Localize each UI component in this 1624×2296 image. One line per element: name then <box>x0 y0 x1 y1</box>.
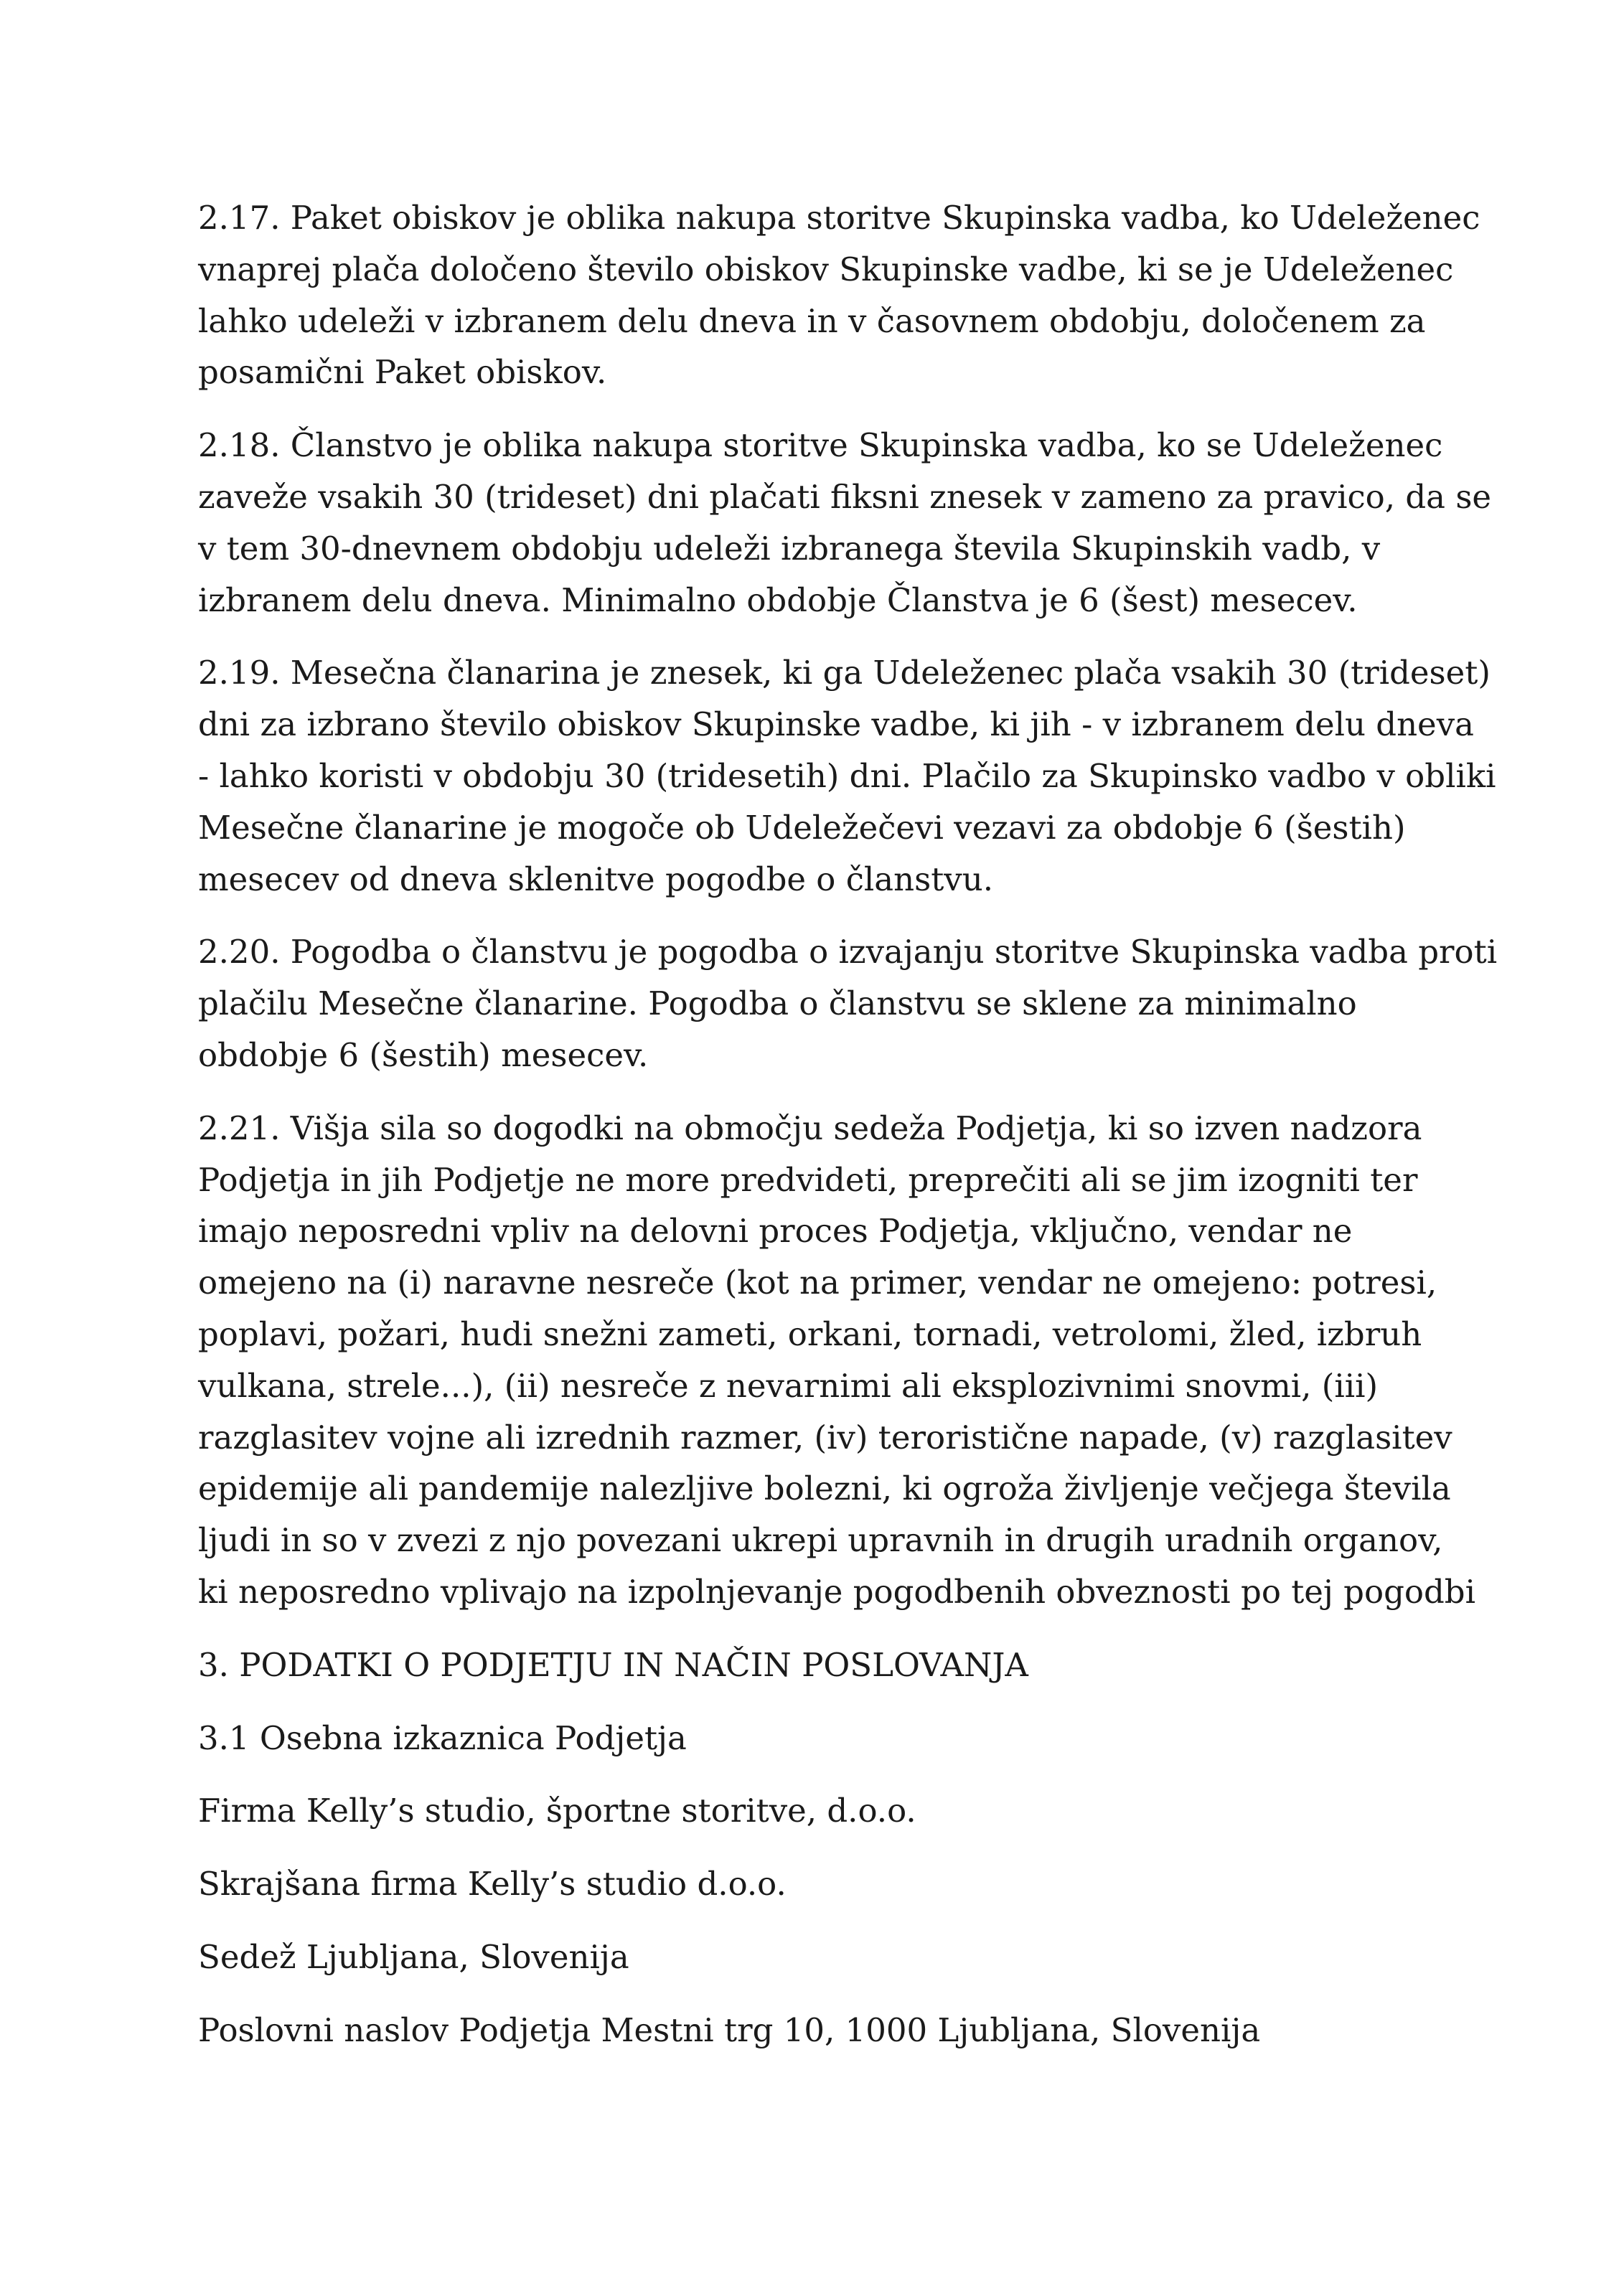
text-line: izbranem delu dneva. Minimalno obdobje Članstva je 6 (šest) mesecev. <box>198 580 1358 619</box>
text-line: ljudi in so v zvezi z njo povezani ukrepi upravnih in drugih uradnih organov, <box>198 1521 1443 1560</box>
text-line: - lahko koristi v obdobju 30 (tridesetih) dni. Plačilo za Skupinsko vadbo v obliki <box>198 756 1496 795</box>
text-line: razglasitev vojne ali izrednih razmer, (iv) teroristične napade, (v) razglasitev <box>198 1418 1452 1457</box>
text-line: ki neposredno vplivajo na izpolnjevanje pogodbenih obveznosti po tej pogodbi <box>198 1572 1475 1611</box>
company-address: Poslovni naslov Podjetja Mestni trg 10, 1000 Ljubljana, Slovenija <box>198 2010 1261 2049</box>
text-line: poplavi, požari, hudi snežni zameti, orkani, tornadi, vetrolomi, žled, izbruh <box>198 1314 1422 1353</box>
text-line: 2.21. Višja sila so dogodki na območju sedeža Podjetja, ki so izven nadzora <box>198 1109 1422 1147</box>
text-line: 2.18. Članstvo je oblika nakupa storitve Skupinska vadba, ko se Udeleženec <box>198 426 1443 465</box>
clause-2-21 <box>198 1103 1475 1618</box>
text-line: Mesečne članarine je mogoče ob Udeležečevi vezavi za obdobje 6 (šestih) <box>198 808 1406 847</box>
text-line: epidemije ali pandemije nalezljive bolezni, ki ogroža življenje večjega števila <box>198 1469 1451 1508</box>
text-line: v tem 30-dnevnem obdobju udeleži izbranega števila Skupinskih vadb, v <box>198 529 1381 568</box>
text-line: lahko udeleži v izbranem delu dneva in v časovnem obdobju, določenem za <box>198 301 1426 340</box>
text-line: mesecev od dneva sklenitve pogodbe o članstvu. <box>198 860 993 898</box>
subsection-heading: 3.1 Osebna izkaznica Podjetja <box>198 1718 687 1757</box>
text-line: plačilu Mesečne članarine. Pogodba o članstvu se sklene za minimalno <box>198 984 1357 1023</box>
text-line: 2.17. Paket obiskov je oblika nakupa storitve Skupinska vadba, ko Udeleženec <box>198 199 1480 237</box>
text-line: zaveže vsakih 30 (trideset) dni plačati fiksni znesek v zameno za pravico, da se <box>198 477 1492 516</box>
company-seat: Sedež Ljubljana, Slovenija <box>198 1937 629 1976</box>
text-line: vnaprej plača določeno število obiskov Skupinske vadbe, ki se je Udeleženec <box>198 250 1454 288</box>
clause-2-18 <box>198 420 1492 626</box>
clause-2-19 <box>198 647 1496 905</box>
text-line: obdobje 6 (šestih) mesecev. <box>198 1035 649 1074</box>
document-page <box>198 192 1498 2078</box>
text-line: 2.19. Mesečna članarina je znesek, ki ga Udeleženec plača vsakih 30 (trideset) <box>198 654 1491 692</box>
company-firma: Firma Kelly’s studio, športne storitve, d.o.o. <box>198 1792 916 1830</box>
clause-2-17 <box>198 192 1480 398</box>
text-line: posamični Paket obiskov. <box>198 353 607 392</box>
section-heading: 3. PODATKI O PODJETJU IN NAČIN POSLOVANJA <box>198 1645 1028 1684</box>
clause-2-20 <box>198 926 1498 1081</box>
company-short-name: Skrajšana firma Kelly’s studio d.o.o. <box>198 1865 787 1904</box>
text-line: vulkana, strele...), (ii) nesreče z nevarnimi ali eksplozivnimi snovmi, (iii) <box>198 1366 1379 1405</box>
text-line: Podjetja in jih Podjetje ne more predvideti, preprečiti ali se jim izogniti ter <box>198 1160 1418 1199</box>
text-line: imajo neposredni vpliv na delovni proces Podjetja, vključno, vendar ne <box>198 1212 1353 1251</box>
text-line: dni za izbrano število obiskov Skupinske vadbe, ki jih - v izbranem delu dneva <box>198 705 1474 744</box>
text-line: omejeno na (i) naravne nesreče (kot na primer, vendar ne omejeno: potresi, <box>198 1264 1437 1302</box>
text-line: 2.20. Pogodba o članstvu je pogodba o izvajanju storitve Skupinska vadba proti <box>198 933 1498 971</box>
